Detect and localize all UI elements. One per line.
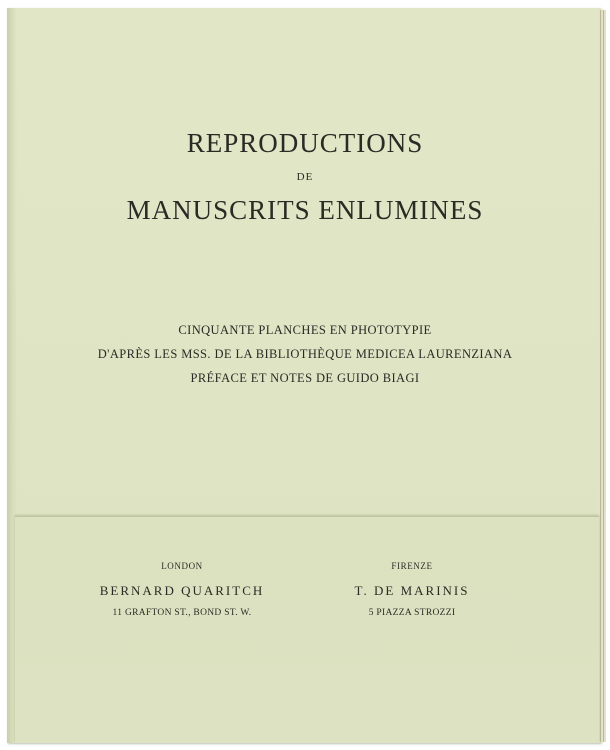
imprint-firenze-publisher: T. DE MARINIS bbox=[354, 583, 470, 598]
subtitle-line-3: PRÉFACE ET NOTES DE GUIDO BIAGI bbox=[190, 371, 420, 385]
imprint-firenze-city: FIRENZE bbox=[391, 561, 433, 571]
imprint-london-publisher: BERNARD QUARITCH bbox=[99, 583, 265, 598]
title-line-1: REPRODUCTIONS bbox=[186, 128, 424, 158]
title-connector: DE bbox=[296, 171, 314, 183]
imprint-firenze-address: 5 PIAZZA STROZZI bbox=[368, 608, 456, 618]
imprint-london-city: LONDON bbox=[161, 561, 203, 571]
folded-flap bbox=[15, 516, 599, 743]
title-line-2: MANUSCRITS ENLUMINES bbox=[126, 195, 484, 225]
imprint-london-address: 11 GRAFTON ST., BOND ST. W. bbox=[112, 608, 252, 618]
subtitle-line-1: CINQUANTE PLANCHES EN PHOTOTYPIE bbox=[178, 323, 432, 337]
subtitle-line-2: D'APRÈS LES MSS. DE LA BIBLIOTHÈQUE MEDICEA LAURENZIANA bbox=[97, 347, 513, 361]
